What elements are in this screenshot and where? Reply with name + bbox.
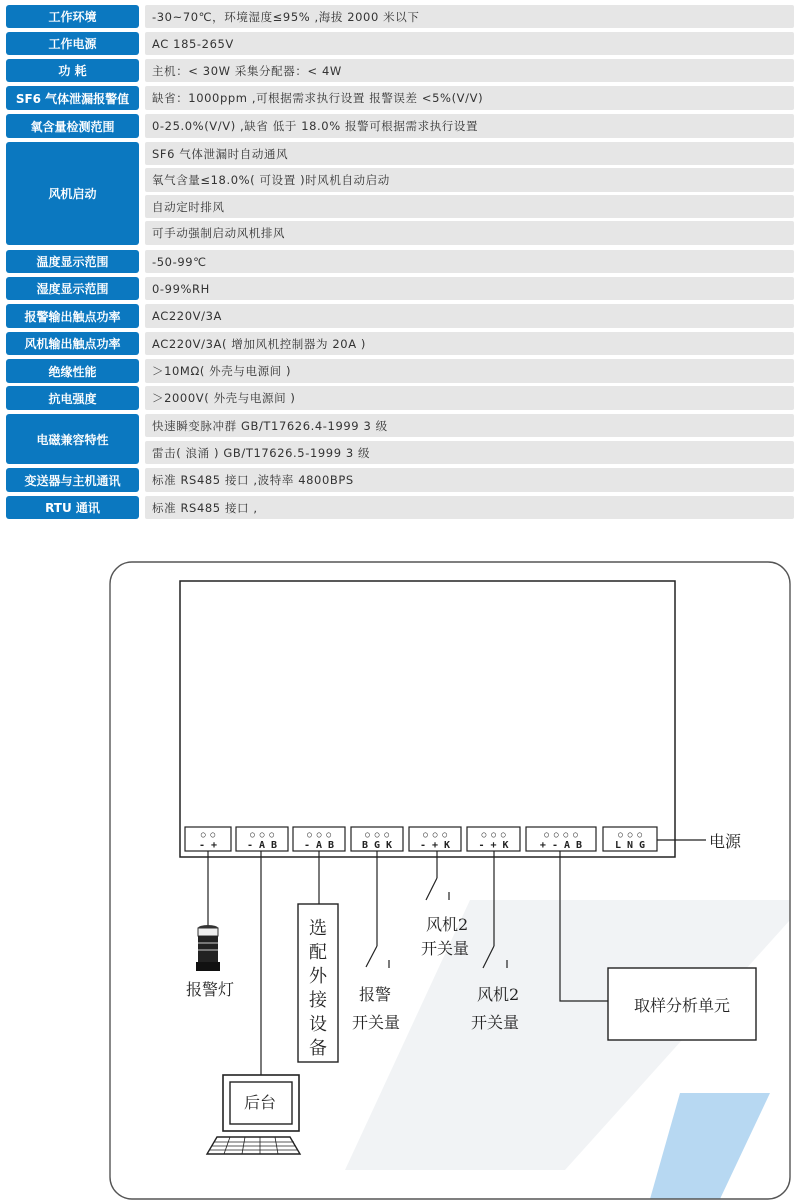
spec-value: AC220V/3A( 增加风机控制器为 20A ): [145, 332, 794, 355]
spec-value: -50-99℃: [145, 250, 794, 273]
spec-row: [6, 304, 794, 328]
terminal-dots: ○ ○ ○: [481, 830, 506, 839]
spec-label: 风机输出触点功率: [6, 332, 139, 355]
terminal-dots: ○ ○ ○: [249, 830, 275, 839]
terminal-pins: - + K: [419, 840, 451, 851]
spec-label: 抗电强度: [6, 386, 139, 410]
spec-value: 快速瞬变脉冲群 GB/T17626.4-1999 3 级: [145, 414, 794, 437]
spec-label: SF6 气体泄漏报警值: [6, 86, 139, 110]
main-unit-box: [180, 581, 675, 857]
spec-label: 氧含量检测范围: [6, 114, 139, 138]
spec-row: [6, 277, 794, 300]
spec-row: [6, 86, 794, 110]
terminal-pins: - A B: [246, 840, 278, 851]
terminal-pins: - A B: [303, 840, 335, 851]
terminal-dots: ○ ○ ○ ○: [544, 830, 578, 839]
terminal-pins: - + K: [478, 840, 509, 851]
wiring-diagram-svg: [0, 560, 800, 1204]
alarm-light-label: 报警灯: [186, 980, 235, 999]
spec-value: AC 185-265V: [145, 32, 794, 55]
spec-row: [6, 386, 794, 410]
spec-label: 风机启动: [6, 142, 139, 245]
terminal-pins: B G K: [361, 840, 393, 851]
fan2-switch-a-label-line1: 风机2: [426, 915, 469, 934]
spec-value: 可手动强制启动风机排风: [145, 221, 794, 245]
spec-value: 自动定时排风: [145, 195, 794, 218]
spec-value: -30~70℃，环境湿度≤95% ,海拔 2000 米以下: [145, 5, 794, 28]
alarm-switch-contact: [366, 946, 377, 967]
spec-row: [6, 359, 794, 383]
alarm-light-icon: [196, 925, 220, 971]
spec-row: [6, 332, 794, 355]
terminal-dots: ○ ○ ○: [364, 830, 390, 839]
backend-computer-icon: [207, 1075, 300, 1154]
alarm-switch-label-line2: 开关量: [352, 1013, 401, 1032]
spec-value: AC220V/3A: [145, 304, 794, 328]
spec-row: [6, 5, 794, 28]
fan2-switch-a-contact: [426, 878, 437, 900]
terminal-pins: + - A B: [539, 840, 583, 851]
optional-device-label: 选配外接设备: [309, 918, 327, 1059]
spec-row: [6, 414, 794, 464]
spec-label: 变送器与主机通讯: [6, 468, 139, 492]
spec-value: 0-25.0%(V/V) ,缺省 低于 18.0% 报警可根据需求执行设置: [145, 114, 794, 138]
spec-value: 0-99%RH: [145, 277, 794, 300]
terminal-dots: ○ ○: [200, 830, 216, 839]
spec-row: [6, 32, 794, 55]
alarm-switch-label-line1: 报警: [359, 985, 392, 1004]
fan2-switch-b-label-line2: 开关量: [471, 1013, 520, 1032]
spec-value: 标准 RS485 接口 ,波特率 4800BPS: [145, 468, 794, 492]
spec-label: 绝缘性能: [6, 359, 139, 383]
terminal-dots: ○ ○ ○: [306, 830, 332, 839]
spec-row: [6, 468, 794, 492]
spec-label: 工作电源: [6, 32, 139, 55]
spec-label: 湿度显示范围: [6, 277, 139, 300]
spec-value: SF6 气体泄漏时自动通风: [145, 142, 794, 165]
terminal-pins: - +: [198, 840, 218, 851]
spec-label: 功 耗: [6, 59, 139, 82]
terminal-strip: [185, 827, 657, 851]
fan2-switch-a-label-line2: 开关量: [421, 939, 470, 958]
background-stripe-blue: [650, 1093, 770, 1199]
power-label: 电源: [709, 832, 742, 851]
backend-label: 后台: [244, 1093, 277, 1112]
spec-label: RTU 通讯: [6, 496, 139, 519]
spec-row: [6, 59, 794, 82]
terminal-pins: L N G: [614, 840, 646, 851]
spec-value: 主机：< 30W 采集分配器：< 4W: [145, 59, 794, 82]
wiring-diagram: [0, 560, 800, 1204]
spec-value: ＞10MΩ( 外壳与电源间 ): [145, 359, 794, 383]
spec-label: 报警输出触点功率: [6, 304, 139, 328]
terminal-dots: ○ ○ ○: [422, 830, 448, 839]
spec-row: [6, 250, 794, 273]
spec-label: 工作环境: [6, 5, 139, 28]
spec-value: 缺省：1000ppm ,可根据需求执行设置 报警误差 <5%(V/V): [145, 86, 794, 110]
spec-row: [6, 114, 794, 138]
spec-value: ＞2000V( 外壳与电源间 ): [145, 386, 794, 410]
spec-value: 氧气含量≤18.0%( 可设置 )时风机自动启动: [145, 168, 794, 192]
fan2-switch-b-label-line1: 风机2: [477, 985, 520, 1004]
spec-label: 电磁兼容特性: [6, 414, 139, 464]
sampling-unit-label: 取样分析单元: [633, 996, 731, 1015]
spec-label: 温度显示范围: [6, 250, 139, 273]
terminal-dots: ○ ○ ○: [617, 830, 643, 839]
spec-value: 标准 RS485 接口 ,: [145, 496, 794, 519]
spec-row: [6, 496, 794, 519]
spec-row: [6, 142, 794, 245]
spec-value: 雷击( 浪涌 ) GB/T17626.5-1999 3 级: [145, 441, 794, 464]
